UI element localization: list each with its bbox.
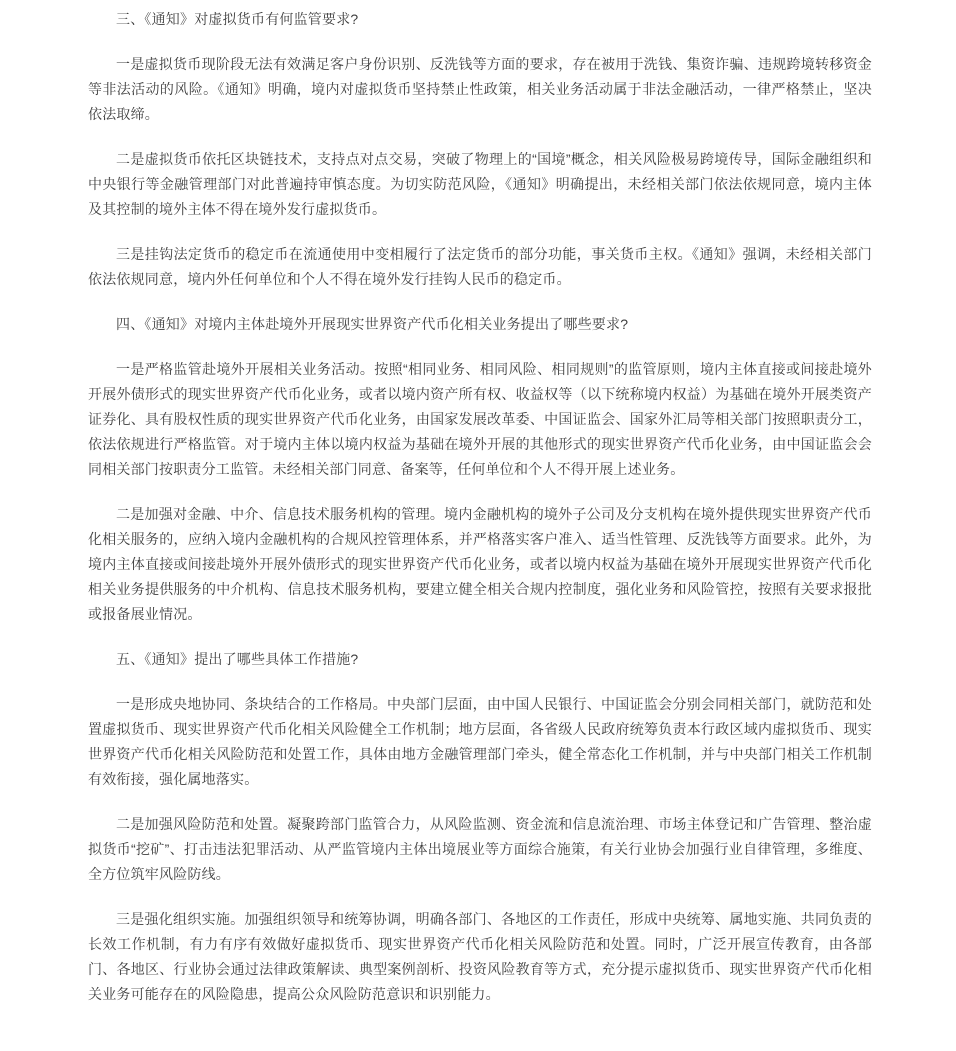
section-5 [88,647,872,1007]
section-3 [88,7,872,292]
paragraph: 一是形成央地协同、条块结合的工作格局。中央部门层面，由中国人民银行、中国证监会分别会同相关部门，就防范和处置虚拟货币、现实世界资产代币化相关风险健全工作机制；地方层面，各省级人民政府统筹负责本行政区域内虚拟货币、现实世界资产代币化相关风险防范和处置工作，具体由地方金融管理部门牵头，健全常态化工作机制，并与中央部门相关工作机制有效衔接，强化属地落实。 [88,696,872,787]
paragraph: 三是挂钩法定货币的稳定币在流通使用中变相履行了法定货币的部分功能，事关货币主权。《通知》强调，未经相关部门依法依规同意，境内外任何单位和个人不得在境外发行挂钩人民币的稳定币。 [88,246,872,287]
section-4 [88,312,872,627]
paragraph: 二是加强风险防范和处置。凝聚跨部门监管合力，从风险监测、资金流和信息流治理、市场主体登记和广告管理、整治虚拟货币“挖矿”、打击违法犯罪活动、从严监管境内主体出境展业等方面综合施策，有关行业协会加强行业自律管理，多维度、全方位筑牢风险防线。 [88,816,872,882]
paragraph: 一是虚拟货币现阶段无法有效满足客户身份识别、反洗钱等方面的要求，存在被用于洗钱、集资诈骗、违规跨境转移资金等非法活动的风险。《通知》明确，境内对虚拟货币坚持禁止性政策，相关业务活动属于非法金融活动，一律严格禁止，坚决依法取缔。 [88,56,872,122]
paragraph: 二是加强对金融、中介、信息技术服务机构的管理。境内金融机构的境外子公司及分支机构在境外提供现实世界资产代币化相关服务的，应纳入境内金融机构的合规风控管理体系，并严格落实客户准入、适当性管理、反洗钱等方面要求。此外，为境内主体直接或间接赴境外开展外债形式的现实世界资产代币化业务，或者以境内权益为基础在境外开展现实世界资产代币化相关业务提供服务的中介机构、信息技术服务机构，要建立健全相关合规内控制度，强化业务和风险管控，按照有关要求报批或报备展业情况。 [88,506,872,622]
section-heading: 三、《通知》对虚拟货币有何监管要求? [116,11,359,27]
paragraph: 二是虚拟货币依托区块链技术，支持点对点交易，突破了物理上的“国境”概念，相关风险极易跨境传导，国际金融组织和中央银行等金融管理部门对此普遍持审慎态度。为切实防范风险，《通知》明确提出，未经相关部门依法依规同意，境内主体及其控制的境外主体不得在境外发行虚拟货币。 [88,151,872,217]
paragraph: 三是强化组织实施。加强组织领导和统筹协调，明确各部门、各地区的工作责任，形成中央统筹、属地实施、共同负责的长效工作机制，有力有序有效做好虚拟货币、现实世界资产代币化相关风险防范和处置。同时，广泛开展宣传教育，由各部门、各地区、行业协会通过法律政策解读、典型案例剖析、投资风险教育等方式，充分提示虚拟货币、现实世界资产代币化相关业务可能存在的风险隐患，提高公众风险防范意识和识别能力。 [88,911,872,1002]
paragraph: 一是严格监管赴境外开展相关业务活动。按照“相同业务、相同风险、相同规则”的监管原则，境内主体直接或间接赴境外开展外债形式的现实世界资产代币化业务，或者以境内资产所有权、收益权等（以下统称境内权益）为基础在境外开展类资产证券化、具有股权性质的现实世界资产代币化业务，由国家发展改革委、中国证监会、国家外汇局等相关部门按照职责分工，依法依规进行严格监管。对于境内主体以境内权益为基础在境外开展的其他形式的现实世界资产代币化业务，由中国证监会会同相关部门按职责分工监管。未经相关部门同意、备案等，任何单位和个人不得开展上述业务。 [88,361,872,477]
section-heading: 四、《通知》对境内主体赴境外开展现实世界资产代币化相关业务提出了哪些要求? [116,316,629,332]
section-heading: 五、《通知》提出了哪些具体工作措施? [116,651,359,667]
